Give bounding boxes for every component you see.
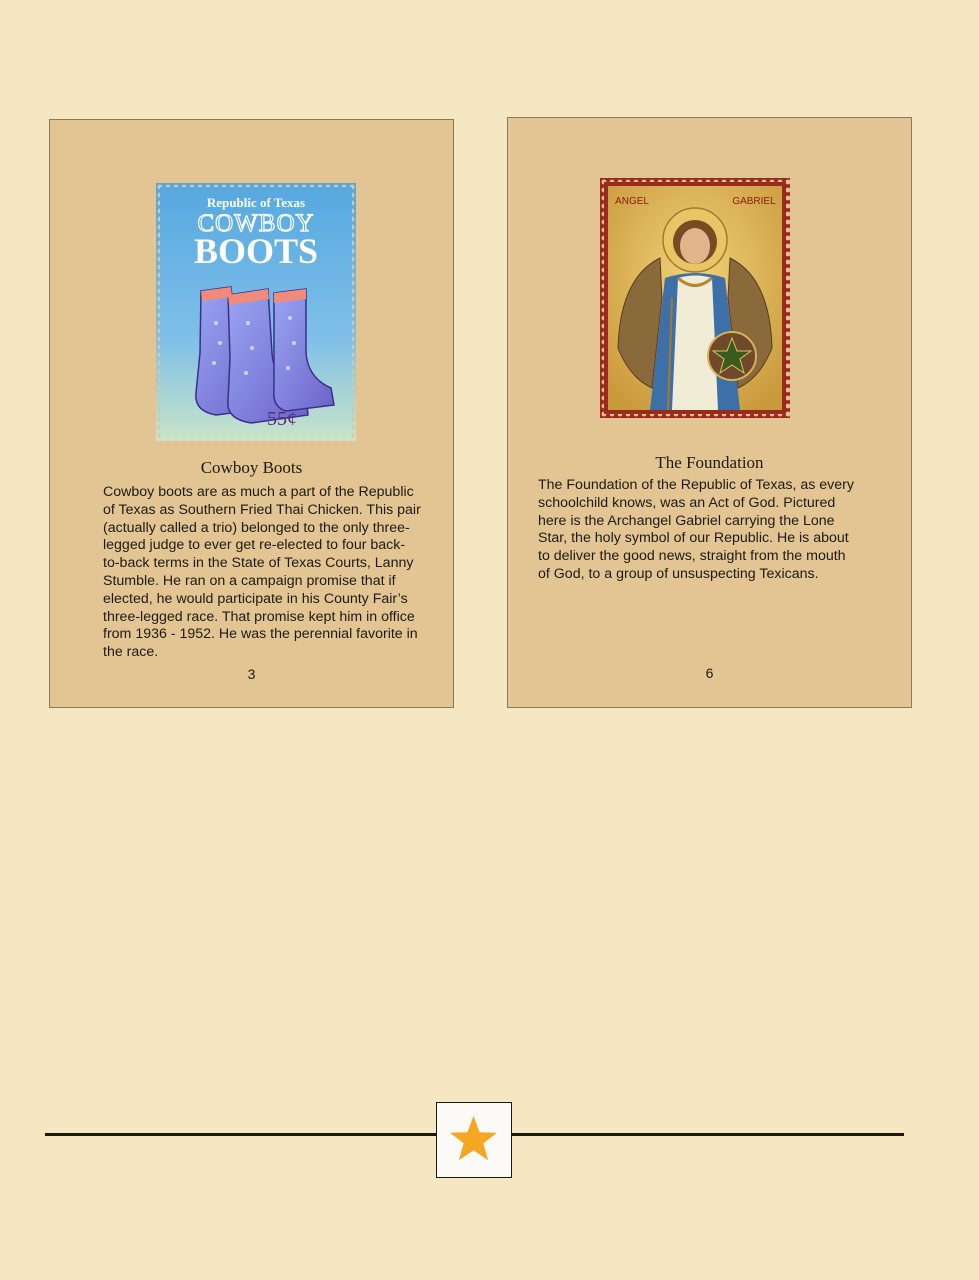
page-number: 6: [705, 665, 714, 681]
body-line: of God, to a group of unsuspecting Texicans.: [538, 565, 819, 582]
body-line: legged judge to ever get re-elected to four back-: [103, 537, 406, 554]
stamp-word-boots: BOOTS: [193, 231, 319, 271]
footer-rule-left: [45, 1133, 437, 1136]
body-line: the race.: [103, 644, 159, 661]
stamp-word-cowboy: COWBOY: [197, 210, 315, 237]
body-line: Cowboy boots are as much a part of the Republic: [103, 484, 414, 500]
body-line: to deliver the good news, straight from the mouth: [538, 548, 846, 565]
star-icon: [437, 1103, 510, 1176]
body-line: of Texas as Southern Fried Thai Chicken. This pair: [103, 501, 421, 518]
body-line: schoolchild knows, was an Act of God. Pictured: [538, 494, 836, 511]
body-line: (actually called a trio) belonged to the only three-: [103, 519, 410, 536]
footer-star-box: [436, 1102, 512, 1178]
page-card-3: [49, 119, 454, 708]
body-line: Star, the holy symbol of our Republic. He is about: [538, 530, 849, 547]
stamp-top-line: Republic of Texas: [206, 195, 306, 210]
card-body-text: [103, 484, 427, 662]
body-line: three-legged race. That promise kept him in office: [103, 608, 415, 625]
body-line: to-back terms in the State of Texas Courts, Lanny: [103, 555, 414, 572]
body-line: here is the Archangel Gabriel carrying the Lone: [538, 512, 835, 529]
card-body-text: [538, 477, 878, 584]
cowboy-boots-stamp: [156, 183, 356, 441]
body-line: elected, he would participate in his County Fair’s: [103, 590, 408, 607]
page-card-6: [507, 117, 912, 708]
card-title: The Foundation: [655, 453, 764, 472]
stamp-label-gabriel: GABRIEL: [732, 196, 776, 207]
page-number: 3: [247, 666, 256, 682]
angel-gabriel-stamp: [600, 178, 790, 418]
stamp-price: 55¢: [267, 408, 297, 430]
body-line: Stumble. He ran on a campaign promise that if: [103, 572, 396, 589]
body-line: from 1936 - 1952. He was the perennial favorite in: [103, 626, 418, 643]
stamp-label-angel: ANGEL: [615, 196, 649, 207]
card-title: Cowboy Boots: [200, 458, 303, 477]
body-line: The Foundation of the Republic of Texas, as every: [538, 477, 854, 493]
footer-rule-right: [511, 1133, 904, 1136]
